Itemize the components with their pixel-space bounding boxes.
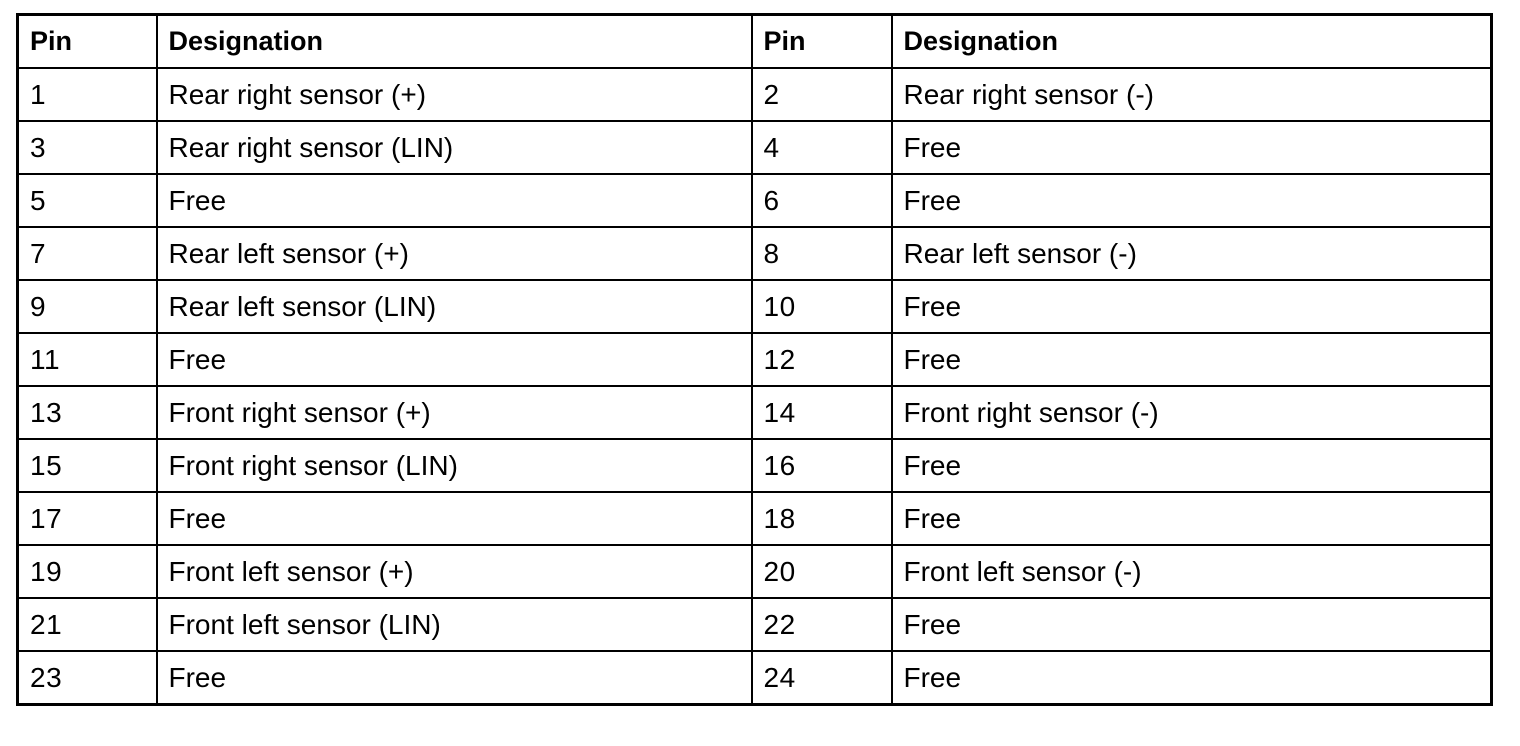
table-row [18,174,1492,227]
designation-right: Rear right sensor (-) [892,68,1492,121]
pin-number-left: 9 [18,280,157,333]
designation-right: Front left sensor (-) [892,545,1492,598]
table-row [18,598,1492,651]
designation-left: Rear right sensor (+) [157,68,752,121]
pin-number-left: 21 [18,598,157,651]
pin-number-right: 14 [752,386,892,439]
pin-number-right: 12 [752,333,892,386]
pin-number-left: 23 [18,651,157,705]
table-row [18,492,1492,545]
designation-left: Free [157,651,752,705]
pin-number-left: 11 [18,333,157,386]
pin-number-left: 1 [18,68,157,121]
designation-left: Free [157,492,752,545]
designation-right: Free [892,280,1492,333]
designation-left: Front left sensor (+) [157,545,752,598]
table-row [18,545,1492,598]
designation-right: Free [892,174,1492,227]
table-row [18,68,1492,121]
pin-number-left: 19 [18,545,157,598]
header-designation-right: Designation [892,15,1492,69]
designation-right: Free [892,333,1492,386]
table-row [18,651,1492,705]
pin-assignment-table [16,13,1493,706]
table-header-row [18,15,1492,69]
pin-number-right: 10 [752,280,892,333]
pin-number-left: 7 [18,227,157,280]
designation-right: Front right sensor (-) [892,386,1492,439]
designation-left: Free [157,174,752,227]
designation-right: Rear left sensor (-) [892,227,1492,280]
header-pin-right: Pin [752,15,892,69]
designation-left: Rear right sensor (LIN) [157,121,752,174]
designation-left: Rear left sensor (LIN) [157,280,752,333]
table-row [18,333,1492,386]
pin-number-left: 5 [18,174,157,227]
designation-right: Free [892,651,1492,705]
header-pin-left: Pin [18,15,157,69]
designation-left: Front left sensor (LIN) [157,598,752,651]
designation-right: Free [892,121,1492,174]
pin-number-right: 16 [752,439,892,492]
pin-number-right: 18 [752,492,892,545]
designation-right: Free [892,439,1492,492]
table-row [18,227,1492,280]
pin-number-left: 15 [18,439,157,492]
table-row [18,386,1492,439]
pin-number-right: 22 [752,598,892,651]
pin-number-right: 4 [752,121,892,174]
pin-number-right: 8 [752,227,892,280]
table-row [18,121,1492,174]
designation-left: Front right sensor (+) [157,386,752,439]
pin-number-right: 2 [752,68,892,121]
designation-right: Free [892,598,1492,651]
pin-number-left: 13 [18,386,157,439]
pin-number-left: 3 [18,121,157,174]
header-designation-left: Designation [157,15,752,69]
pin-number-right: 20 [752,545,892,598]
pin-number-left: 17 [18,492,157,545]
designation-left: Rear left sensor (+) [157,227,752,280]
pin-number-right: 24 [752,651,892,705]
designation-left: Free [157,333,752,386]
table-row [18,439,1492,492]
table-body [18,68,1492,705]
designation-right: Free [892,492,1492,545]
pin-number-right: 6 [752,174,892,227]
designation-left: Front right sensor (LIN) [157,439,752,492]
table-row [18,280,1492,333]
